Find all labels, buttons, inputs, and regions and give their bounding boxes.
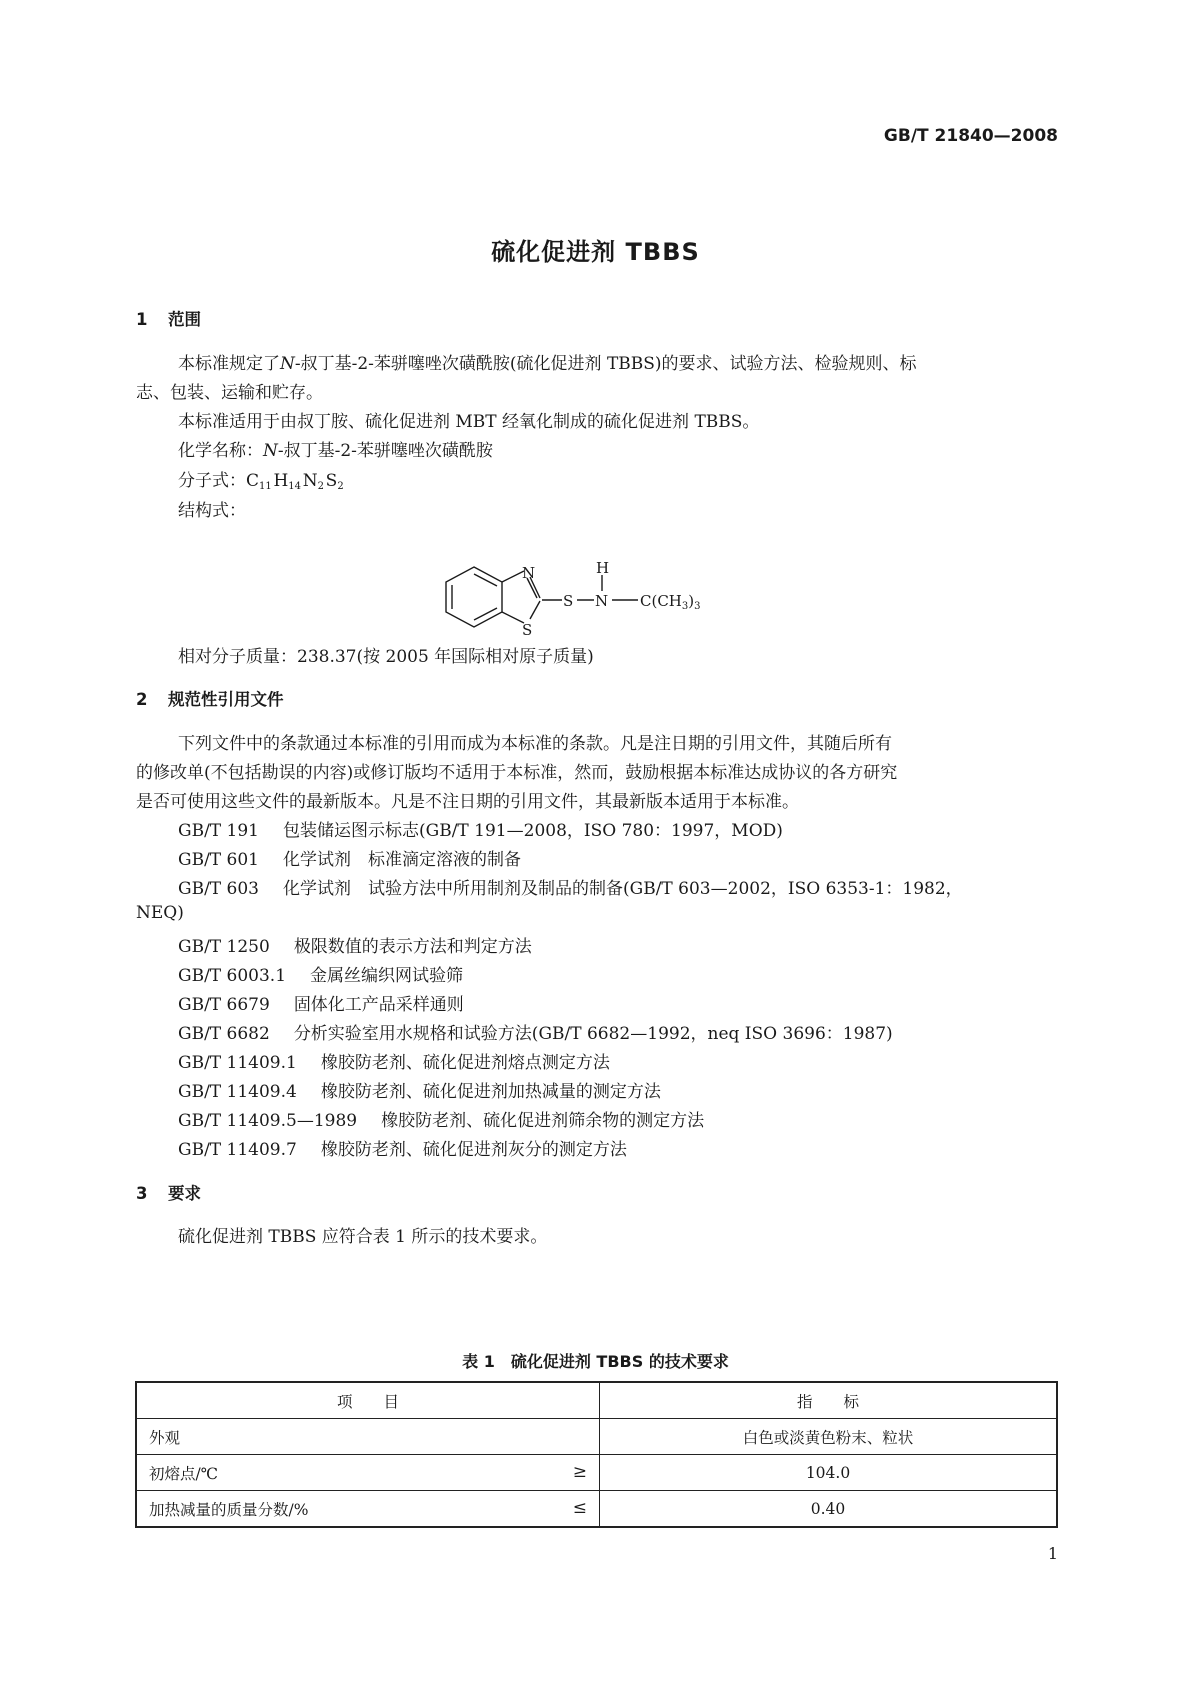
table-header-row xyxy=(136,1382,1057,1419)
header-value: 指 标 xyxy=(600,1382,1058,1419)
section-title: 要求 xyxy=(168,1184,201,1203)
section-3-heading xyxy=(136,1180,201,1204)
value-cell: 0.40 xyxy=(600,1491,1058,1528)
comparison-operator: ≤ xyxy=(572,1497,587,1518)
section-title: 规范性引用文件 xyxy=(168,690,284,709)
hydrogen: H xyxy=(596,562,610,577)
reference-item: GB/T 1250 极限数值的表示方法和判定方法 xyxy=(178,937,532,957)
section-title: 范围 xyxy=(168,310,201,329)
page-number: 1 xyxy=(1047,1544,1058,1563)
ring-nitrogen: N xyxy=(522,564,536,582)
document-title: 硫化促进剂 TBBS xyxy=(491,238,700,266)
item-cell: 外观 xyxy=(136,1419,600,1455)
scope-paragraph-line-1 xyxy=(178,349,1058,374)
section-number: 3 xyxy=(136,1184,148,1203)
section-number: 2 xyxy=(136,690,148,709)
standard-code: GB/T 21840—2008 xyxy=(883,126,1058,146)
reference-item: GB/T 6682 分析实验室用水规格和试验方法(GB/T 6682—1992，neq ISO 3696：1987) xyxy=(178,1024,893,1044)
link-nitrogen: N xyxy=(595,592,609,610)
tert-butyl-group: $C(CH_3)_3$ xyxy=(640,592,701,612)
reference-item: GB/T 6679 固体化工产品采样通则 xyxy=(178,995,464,1015)
link-sulfur: S xyxy=(563,592,574,610)
scope-paragraph-line-2: 志、包装、运输和贮存。 xyxy=(136,383,323,403)
table-row xyxy=(136,1455,1057,1491)
item-cell: 初熔点/℃ ≥ xyxy=(136,1455,600,1491)
requirements-intro: 硫化促进剂 TBBS 应符合表 1 所示的技术要求。 xyxy=(178,1227,548,1247)
value-cell: 白色或淡黄色粉末、粒状 xyxy=(600,1419,1058,1455)
reference-item: GB/T 601 化学试剂 标准滴定溶液的制备 xyxy=(178,850,521,870)
reference-item: GB/T 11409.1 橡胶防老剂、硫化促进剂熔点测定方法 xyxy=(178,1053,610,1073)
comparison-operator: ≥ xyxy=(572,1461,587,1482)
table-row xyxy=(136,1419,1057,1455)
table-row xyxy=(136,1491,1057,1528)
chemical-name: 化学名称：N-叔丁基-2-苯骈噻唑次磺酰胺 xyxy=(178,441,493,461)
reference-item: GB/T 11409.4 橡胶防老剂、硫化促进剂加热减量的测定方法 xyxy=(178,1082,661,1102)
ring-sulfur: S xyxy=(522,621,533,639)
refs-intro-line-3: 是否可使用这些文件的最新版本。凡是不注日期的引用文件，其最新版本适用于本标准。 xyxy=(136,792,799,812)
value-cell: 104.0 xyxy=(600,1455,1058,1491)
reference-item: GB/T 11409.7 橡胶防老剂、硫化促进剂灰分的测定方法 xyxy=(178,1140,627,1160)
molecular-formula: 分子式：$C_{11}$ $H_{14}$ $N_2$ $S_2$ xyxy=(178,471,344,492)
section-2-heading xyxy=(136,686,284,710)
table-caption: 表 1 硫化促进剂 TBBS 的技术要求 xyxy=(462,1352,729,1371)
refs-intro-line-1: 下列文件中的条款通过本标准的引用而成为本标准的条款。凡是注日期的引用文件，其随后所有 xyxy=(178,734,892,754)
section-number: 1 xyxy=(136,310,148,329)
item-cell: 加热减量的质量分数/% ≤ xyxy=(136,1491,600,1528)
section-1-heading xyxy=(136,306,201,330)
refs-intro-line-2: 的修改单(不包括勘误的内容)或修订版均不适用于本标准，然而，鼓励根据本标准达成协议的各方研究 xyxy=(136,763,898,783)
header-item: 项 目 xyxy=(136,1382,600,1419)
reference-item: GB/T 603 化学试剂 试验方法中所用制剂及制品的制备(GB/T 603—2002，ISO 6353-1：1982， xyxy=(178,879,963,899)
reference-item: GB/T 11409.5—1989 橡胶防老剂、硫化促进剂筛余物的测定方法 xyxy=(178,1111,705,1131)
structure-label: 结构式： xyxy=(178,501,246,521)
reference-item: GB/T 191 包装储运图示标志(GB/T 191—2008，ISO 780：1997，MOD) xyxy=(178,821,783,841)
text-segment: 本标准规定了N-叔丁基-2-苯骈噻唑次磺酰胺(硫化促进剂 TBBS)的要求、试验方法、检验规则、标 xyxy=(178,354,917,374)
scope-applicability: 本标准适用于由叔丁胺、硫化促进剂 MBT 经氧化制成的硫化促进剂 TBBS。 xyxy=(178,412,760,432)
molar-mass: 相对分子质量：238.37(按 2005 年国际相对原子质量) xyxy=(178,647,594,667)
reference-item: GB/T 6003.1 金属丝编织网试验筛 xyxy=(178,966,464,986)
benzothiazole-ring xyxy=(446,567,638,627)
requirements-table xyxy=(135,1381,1058,1528)
reference-item-continuation: NEQ) xyxy=(136,903,184,923)
